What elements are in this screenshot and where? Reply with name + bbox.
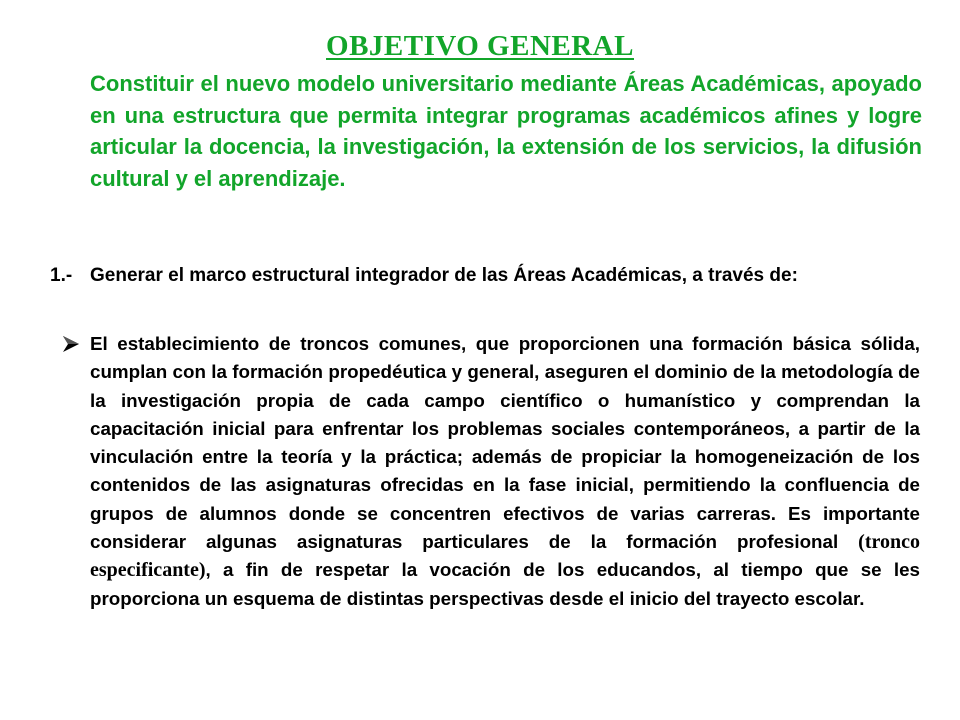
bullet-text-before: El establecimiento de troncos comunes, que proporcionen una formación básica sólida, cumplan con la formación propedéutica y general, aseguren el dominio de la metodología de la investigación propia de cada campo científico o humanístico y comprendan la capacitación inicial para enfrentar los problemas sociales contemporáneos, a partir de la vinculación entre la teoría y la práctica; además de propiciar la homogeneización de los contenidos de las asignaturas ofrecidas en la fase inicial, permitiendo la confluencia de grupos de alumnos donde se concentren efectivos de varias carreras. Es importante considerar algunas asignaturas particulares de la formación profesional: [90, 333, 920, 553]
page-title: OBJETIVO GENERAL: [326, 30, 634, 62]
arrow-bullet-icon: [61, 334, 81, 354]
item-number: 1.-: [50, 265, 73, 286]
bullet-text-after: , a fin de respetar la vocación de los educandos, al tiempo que se les proporciona un esquema de distintas perspectivas desde el inicio del trayecto escolar.: [90, 559, 920, 609]
item-text: Generar el marco estructural integrador de las Áreas Académicas, a través de:: [90, 265, 798, 286]
bullet-paragraph: [90, 330, 920, 613]
bullet-paren-text: (tronco especificante): [90, 531, 920, 582]
objective-paragraph: Constituir el nuevo modelo universitario mediante Áreas Académicas, apoyado en una estructura que permita integrar programas académicos afines y logre articular la docencia, la investigación, la extensión de los servicios, la difusión cultural y el aprendizaje.: [90, 71, 922, 191]
